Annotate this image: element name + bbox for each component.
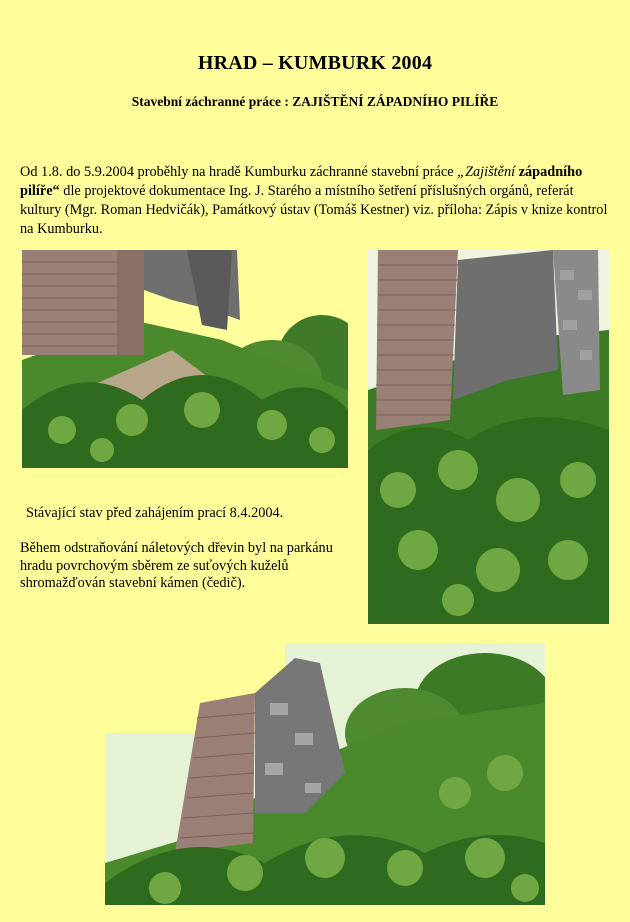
- photo-ruin-top-right: [368, 250, 609, 624]
- intro-paragraph: [20, 163, 612, 239]
- caption-stone-collection: Během odstraňování náletových dřevin byl na parkánu hradu povrchovým sběrem ze suťových kuželů shromažďován stavební kámen (čedič).: [20, 540, 333, 591]
- page-subtitle: Stavební záchranné práce : ZAJIŠTĚNÍ ZÁPADNÍHO PILÍŘE: [131, 94, 499, 109]
- photo-ruin-top-left: [22, 250, 348, 468]
- page-title: HRAD – KUMBURK 2004: [197, 52, 433, 74]
- intro-quote-open: „: [457, 164, 466, 180]
- caption-before-works: Stávající stav před zahájením prací 8.4.2004.: [26, 505, 284, 521]
- intro-emph-bold: západního pilíře“: [20, 164, 583, 199]
- intro-part1: Od 1.8. do 5.9.2004 proběhly na hradě Kumburku záchranné stavební práce: [20, 164, 458, 180]
- intro-emph-italic: Zajištění: [465, 164, 516, 180]
- photo-ruin-bottom: [105, 643, 545, 905]
- intro-part2: dle projektové dokumentace Ing. J. Starého a místního šetření příslušných orgánů, referát kultury (Mgr. Roman Hedvičák), Památkový ústav (Tomáš Kestner) viz. příloha: Zápis v knize kontrol na Kumburku.: [20, 183, 608, 237]
